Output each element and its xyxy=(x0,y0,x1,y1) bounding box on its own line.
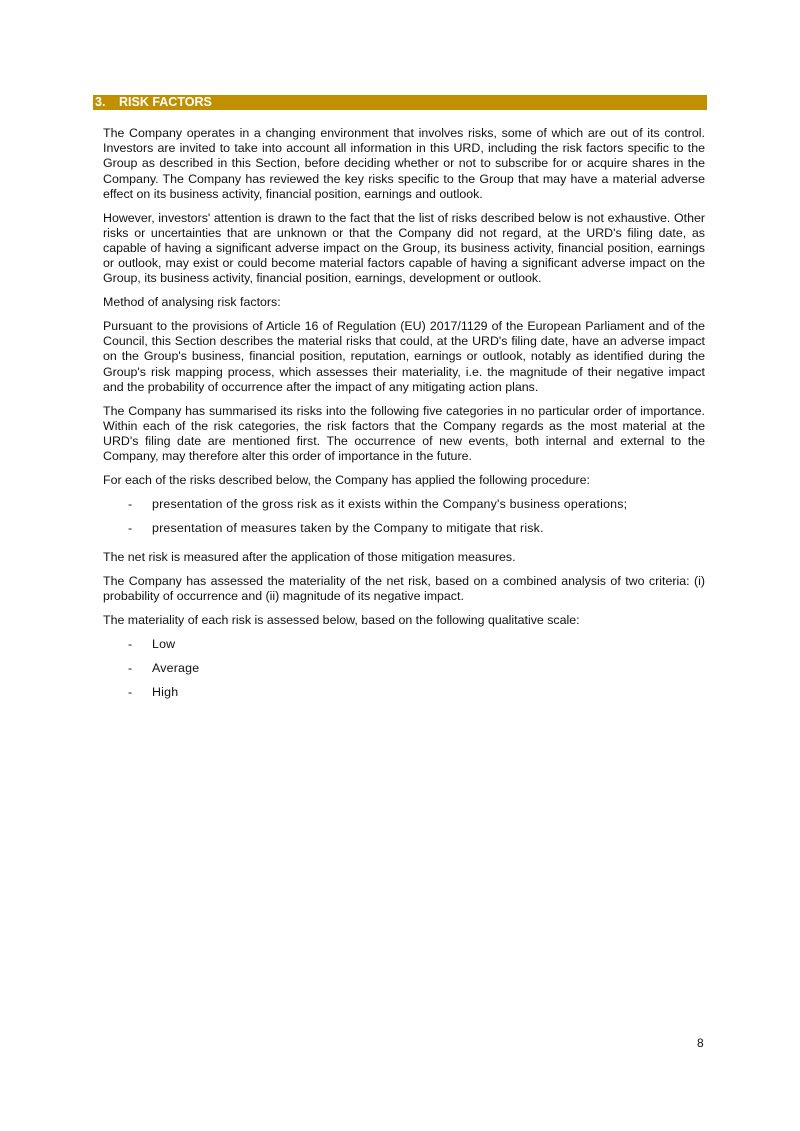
list-item: - presentation of the gross risk as it exists within the Company's business operations; xyxy=(128,496,628,511)
body-text xyxy=(103,126,705,708)
list-item: - Low xyxy=(128,637,176,652)
page-number: 8 xyxy=(697,1036,704,1050)
paragraph: However, investors' attention is drawn to the fact that the list of risks described below is not exhaustive. Other risks or uncertainties that are unknown or that the Company did not regard, at the URD's filing date, as capable of having a significant adverse impact on the Group, its business activity, financial position, earnings or outlook, may exist or could become material factors capable of having a significant adverse impact on the Group, its business activity, financial position, earnings, development or outlook. xyxy=(103,210,705,286)
section-number: 3. xyxy=(95,95,106,109)
list-item: - High xyxy=(128,684,179,699)
list-item: - presentation of measures taken by the Company to mitigate that risk. xyxy=(128,520,544,535)
paragraph: Pursuant to the provisions of Article 16 of Regulation (EU) 2017/1129 of the European Parliament and of the Council, this Section describes the material risks that could, at the URD's filing date, have an adverse impact on the Group's business, financial position, reputation, earnings or outlook, notably as identified during the Group's risk mapping process, which assesses their materiality, i.e. the magnitude of their negative impact and the probability of occurrence after the impact of any mitigating action plans. xyxy=(103,319,705,394)
paragraph: The Company has assessed the materiality of the net risk, based on a combined analysis of two criteria: (i) probability of occurrence and (ii) magnitude of its negative impact. xyxy=(103,574,705,604)
list-item: - Average xyxy=(128,660,200,675)
paragraph: The net risk is measured after the application of those mitigation measures. xyxy=(103,550,516,565)
section-title: RISK FACTORS xyxy=(119,95,212,109)
paragraph: The Company operates in a changing environment that involves risks, some of which are out of its control. Investors are invited to take into account all information in this URD, including the risk factors specific to the Group as described in this Section, before deciding whether or not to subscribe for or acquire shares in the Company. The Company has reviewed the key risks specific to the Group that may have a material adverse effect on its business activity, financial position, earnings and outlook. xyxy=(103,126,705,201)
section-heading xyxy=(93,95,707,110)
paragraph: For each of the risks described below, the Company has applied the following procedure: xyxy=(103,473,590,488)
paragraph: The Company has summarised its risks into the following five categories in no particular order of importance. Within each of the risk categories, the risk factors that the Company regards as the most material at the URD's filing date are mentioned first. The occurrence of new events, both internal and external to the Company, may therefore alter this order of importance in the future. xyxy=(103,403,705,464)
paragraph: Method of analysing risk factors: xyxy=(103,295,281,310)
paragraph: The materiality of each risk is assessed below, based on the following qualitative scale: xyxy=(103,613,580,628)
